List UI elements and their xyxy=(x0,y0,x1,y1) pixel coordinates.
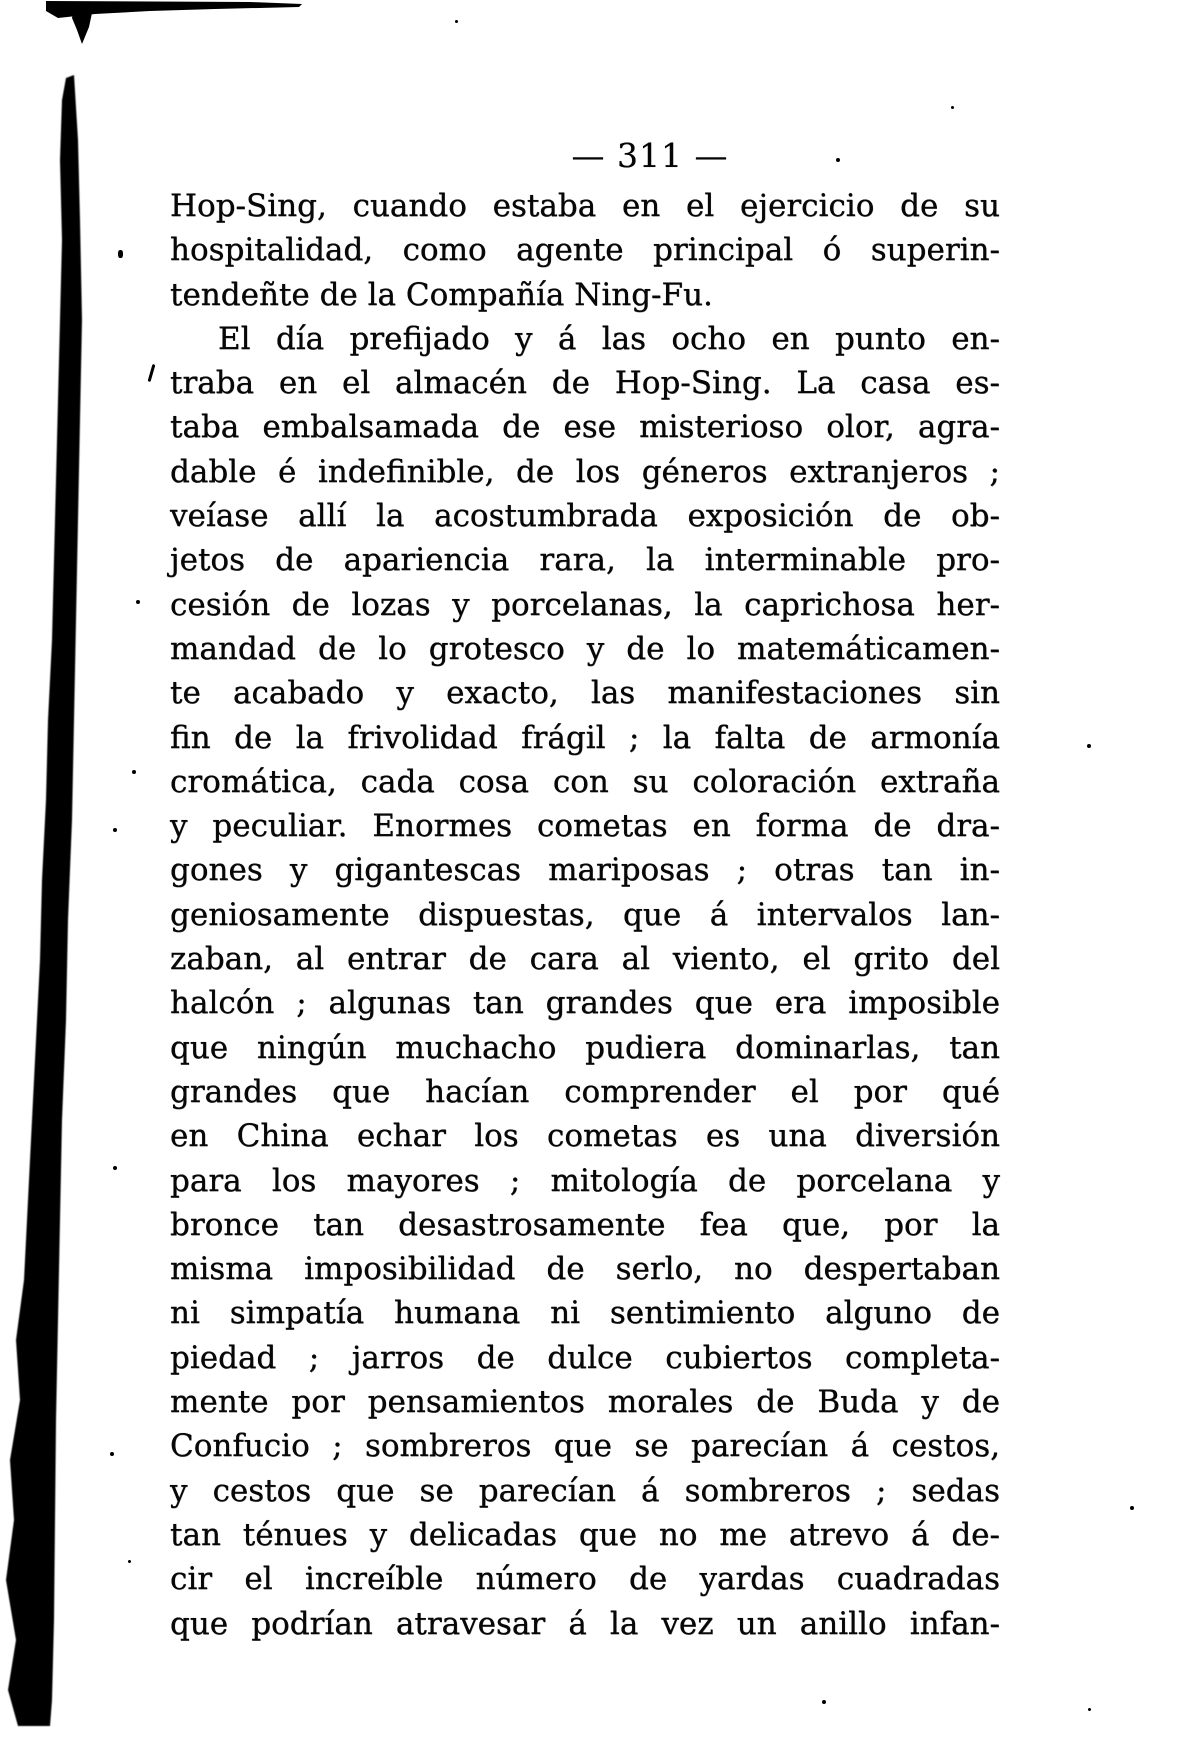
scan-speckle xyxy=(113,1166,117,1170)
scan-speckle xyxy=(822,1700,826,1704)
text-line: y peculiar. Enormes cometas en forma de dra- xyxy=(170,808,1000,845)
scan-speckle xyxy=(836,158,840,162)
text-line: tendeñte de la Compañía Ning-Fu. xyxy=(170,276,713,313)
text-line: taba embalsamada de ese misterioso olor, agra- xyxy=(170,409,1000,446)
text-line: mandad de lo grotesco y de lo matemáticamen- xyxy=(170,630,1000,667)
scan-artifact-top-bar xyxy=(0,0,340,50)
text-line: veíase allí la acostumbrada exposición de ob- xyxy=(170,498,1000,535)
text-line: tan ténues y delicadas que no me atrevo á de- xyxy=(170,1516,1000,1553)
scan-speckle xyxy=(1130,1506,1134,1510)
scan-speckle xyxy=(1087,744,1091,748)
scan-speckle xyxy=(132,770,136,774)
scan-speckle xyxy=(951,106,954,109)
text-line: gones y gigantescas mariposas ; otras tan in- xyxy=(170,852,1000,889)
text-line: bronce tan desastrosamente fea que, por la xyxy=(170,1206,1000,1243)
text-line: geniosamente dispuestas, que á intervalos lan- xyxy=(170,896,1000,933)
text-line: cir el increíble número de yardas cuadradas xyxy=(170,1561,1000,1598)
text-line: ni simpatía humana ni sentimiento alguno de xyxy=(170,1295,1000,1332)
text-line: misma imposibilidad de serlo, no despertaban xyxy=(170,1251,1000,1288)
text-line: para los mayores ; mitología de porcelana y xyxy=(170,1162,1000,1199)
text-line: dable é indefinible, de los géneros extranjeros ; xyxy=(170,453,1000,490)
text-line: te acabado y exacto, las manifestaciones sin xyxy=(170,675,1000,712)
text-line: piedad ; jarros de dulce cubiertos completa- xyxy=(170,1339,1000,1376)
text-line: traba en el almacén de Hop-Sing. La casa es- xyxy=(170,365,1000,402)
text-line: Hop-Sing, cuando estaba en el ejercicio de su xyxy=(170,188,1000,224)
scan-speckle xyxy=(1088,1708,1091,1711)
page-number: — 311 — xyxy=(571,136,729,175)
scan-speckle xyxy=(118,250,123,258)
scan-speckle xyxy=(128,1560,131,1563)
text-line: en China echar los cometas es una diversión xyxy=(170,1118,1000,1155)
text-line: cromática, cada cosa con su coloración extraña xyxy=(170,763,1000,800)
text-block xyxy=(170,184,1000,1646)
scan-speckle xyxy=(113,828,117,832)
text-line: El día prefijado y á las ocho en punto en- xyxy=(218,320,1000,357)
scan-speckle xyxy=(110,1452,114,1456)
text-line: halcón ; algunas tan grandes que era imposible xyxy=(170,985,1000,1022)
text-line: mente por pensamientos morales de Buda y de xyxy=(170,1384,1000,1421)
text-line: zaban, al entrar de cara al viento, el grito del xyxy=(170,941,1000,978)
text-line: que podrían atravesar á la vez un anillo infan- xyxy=(170,1605,1000,1642)
scan-artifact-gutter-band xyxy=(0,0,110,1757)
text-line: Confucio ; sombreros que se parecían á cestos, xyxy=(170,1428,1000,1465)
scan-speckle xyxy=(136,600,140,604)
scan-speckle xyxy=(455,20,458,23)
text-line: jetos de apariencia rara, la interminable pro- xyxy=(170,542,1000,579)
scan-speckle xyxy=(148,364,156,382)
text-line: cesión de lozas y porcelanas, la caprichosa her- xyxy=(170,586,1000,623)
text-line: grandes que hacían comprender el por qué xyxy=(170,1073,1000,1110)
text-line: fin de la frivolidad frágil ; la falta de armonía xyxy=(170,719,1000,756)
text-line: que ningún muchacho pudiera dominarlas, tan xyxy=(170,1029,1000,1066)
text-line: hospitalidad, como agente principal ó superin- xyxy=(170,232,1000,269)
text-line: y cestos que se parecían á sombreros ; sedas xyxy=(170,1472,1000,1509)
